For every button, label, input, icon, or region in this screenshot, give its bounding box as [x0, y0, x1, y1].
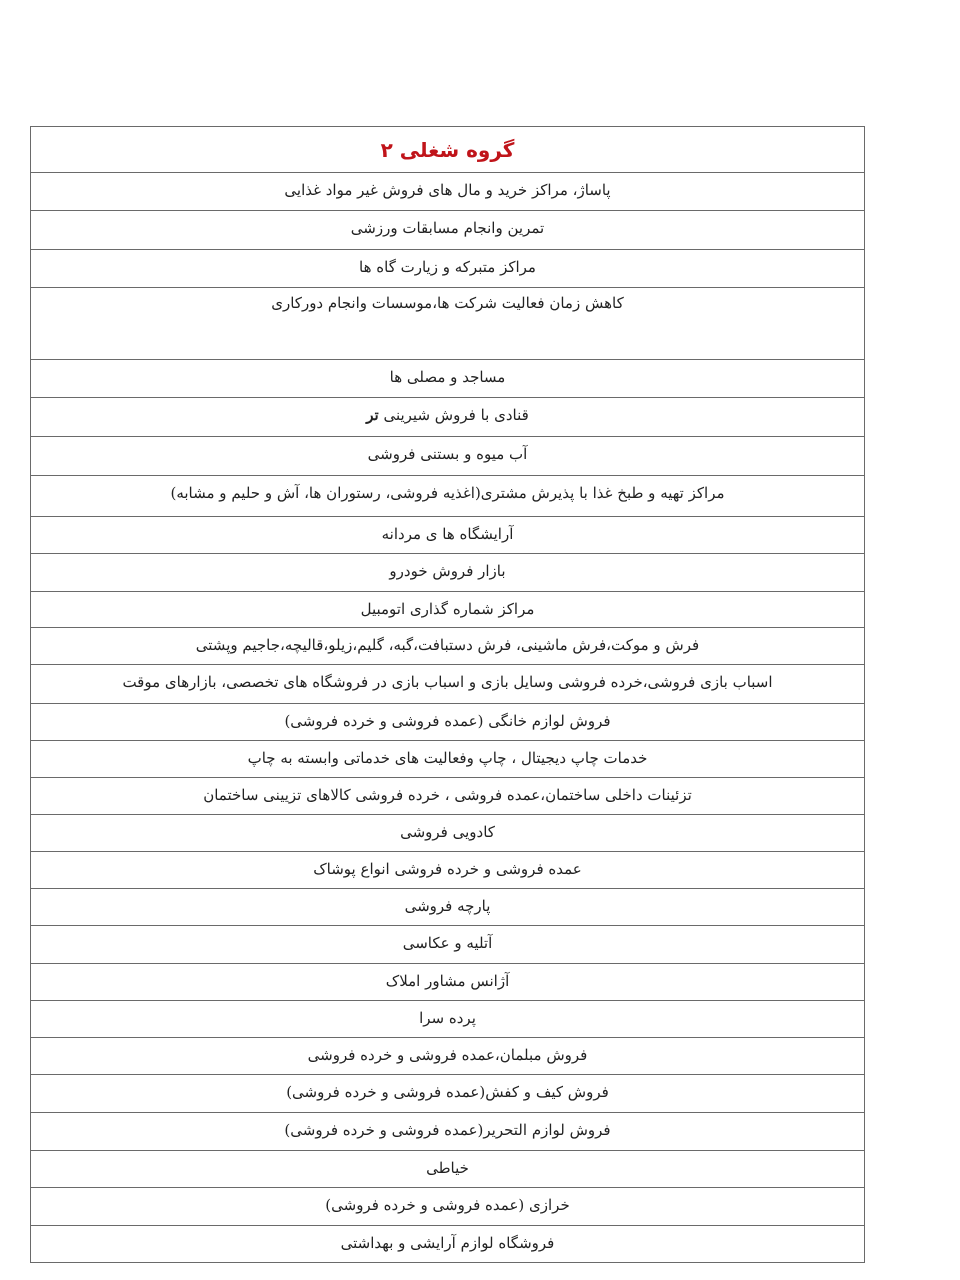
table-cell: عمده فروشی و خرده فروشی انواع پوشاک — [31, 852, 865, 889]
cell-bold-word: تر — [366, 406, 379, 424]
table-row — [31, 628, 865, 665]
table-cell: خیاطی — [31, 1151, 865, 1188]
table-row — [31, 1001, 865, 1038]
table-row — [31, 665, 865, 704]
table-cell: تمرین وانجام مسابقات ورزشی — [31, 211, 865, 250]
table-cell: مراکز متبرکه و زیارت گاه ها — [31, 250, 865, 288]
table-cell — [31, 398, 865, 437]
table-row — [31, 398, 865, 437]
table-row — [31, 1151, 865, 1188]
table-cell: کاهش زمان فعالیت شرکت ها،موسسات وانجام دورکاری — [31, 288, 865, 360]
table-row — [31, 211, 865, 250]
table-row — [31, 778, 865, 815]
table-cell: خرازی (عمده فروشی و خرده فروشی) — [31, 1188, 865, 1226]
table-row — [31, 476, 865, 517]
table-row — [31, 360, 865, 398]
table-row — [31, 592, 865, 628]
table-row — [31, 815, 865, 852]
table-row — [31, 437, 865, 476]
business-group-table — [30, 126, 865, 1263]
table-header-row — [31, 127, 865, 173]
table-cell: کادویی فروشی — [31, 815, 865, 852]
table-cell: فروشگاه لوازم آرایشی و بهداشتی — [31, 1226, 865, 1263]
table-cell: خدمات چاپ دیجیتال ، چاپ وفعالیت های خدماتی وابسته به چاپ — [31, 741, 865, 778]
table-row — [31, 1188, 865, 1226]
cell-text: قنادی با فروش شیرینی — [383, 406, 529, 424]
table-title: گروه شغلی ۲ — [31, 127, 865, 173]
table-cell: پاساژ، مراکز خرید و مال های فروش غیر مواد غذایی — [31, 173, 865, 211]
table-row — [31, 1038, 865, 1075]
table-cell: پرده سرا — [31, 1001, 865, 1038]
table-cell: آب میوه و بستنی فروشی — [31, 437, 865, 476]
table-cell: آتلیه و عکاسی — [31, 926, 865, 964]
table-row — [31, 554, 865, 592]
table-row — [31, 517, 865, 554]
table-row — [31, 1226, 865, 1263]
table-cell: بازار فروش خودرو — [31, 554, 865, 592]
table-cell: تزئینات داخلی ساختمان،عمده فروشی ، خرده فروشی کالاهای تزیینی ساختمان — [31, 778, 865, 815]
table-cell: فروش مبلمان،عمده فروشی و خرده فروشی — [31, 1038, 865, 1075]
table-row — [31, 852, 865, 889]
table-row — [31, 1113, 865, 1151]
table-row — [31, 741, 865, 778]
table-row — [31, 173, 865, 211]
table-row — [31, 288, 865, 360]
table-row — [31, 926, 865, 964]
table-cell: پارچه فروشی — [31, 889, 865, 926]
table-cell: فروش لوازم خانگی (عمده فروشی و خرده فروشی) — [31, 704, 865, 741]
table-cell: فروش کیف و کفش(عمده فروشی و خرده فروشی) — [31, 1075, 865, 1113]
table-cell: فروش لوازم التحریر(عمده فروشی و خرده فروشی) — [31, 1113, 865, 1151]
table-row — [31, 889, 865, 926]
table-cell: اسباب بازی فروشی،خرده فروشی وسایل بازی و اسباب بازی در فروشگاه های تخصصی، بازارهای موقت — [31, 665, 865, 704]
table-row — [31, 964, 865, 1001]
table-row — [31, 1075, 865, 1113]
table-cell: فرش و موکت،فرش ماشینی، فرش دستبافت،گبه، گلیم،زیلو،قالیچه،جاجیم وپشتی — [31, 628, 865, 665]
table-cell: مراکز شماره گذاری اتومبیل — [31, 592, 865, 628]
table-row — [31, 250, 865, 288]
table-cell: مساجد و مصلی ها — [31, 360, 865, 398]
table-cell: مراکز تهیه و طبخ غذا با پذیرش مشتری(اغذیه فروشی، رستوران ها، آش و حلیم و مشابه) — [31, 476, 865, 517]
table-cell: آرایشگاه ها ی مردانه — [31, 517, 865, 554]
table-cell: آژانس مشاور املاک — [31, 964, 865, 1001]
table-row — [31, 704, 865, 741]
